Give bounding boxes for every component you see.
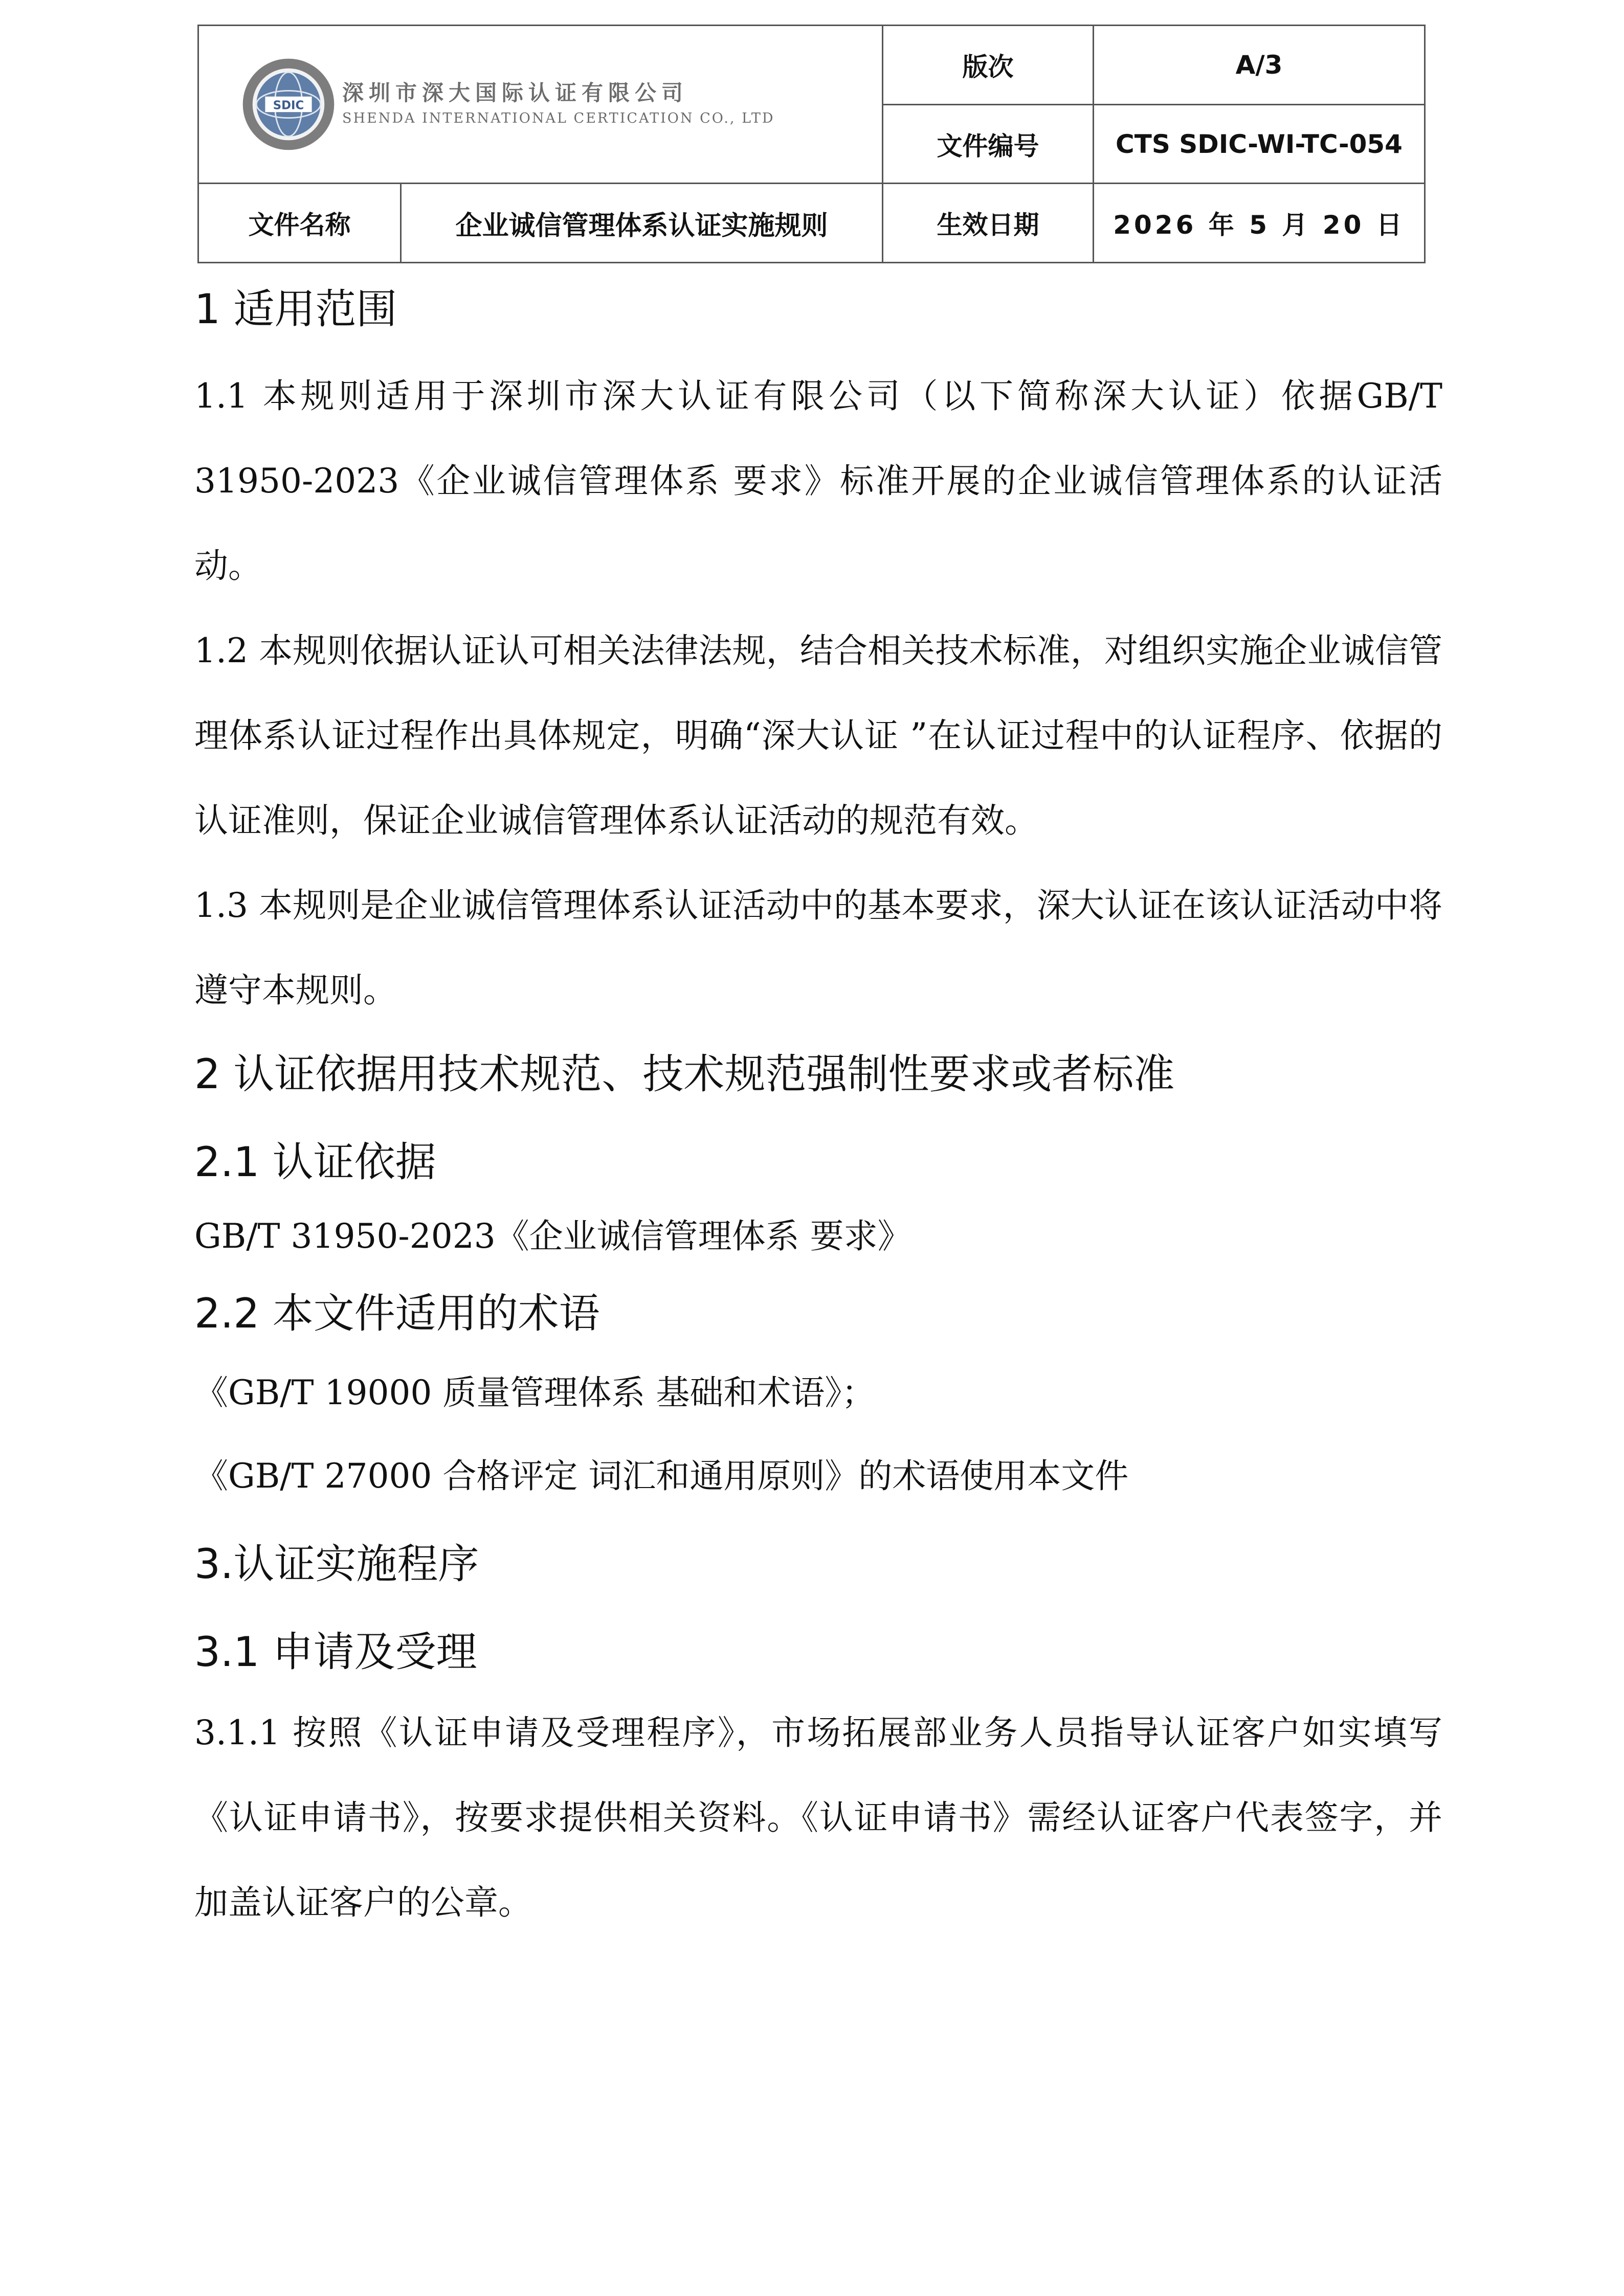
company-name-en: SHENDA INTERNATIONAL CERTICATION CO., LTD — [342, 110, 775, 126]
section-1-heading: 1 适用范围 — [194, 285, 397, 333]
doc-number-value: CTS SDIC-WI-TC-054 — [1094, 105, 1425, 184]
clause-2-2-line-1: 《GB/T 19000 质量管理体系 基础和术语》； — [194, 1373, 876, 1412]
document-body — [194, 271, 1442, 1945]
clause-2-1-text: GB/T 31950-2023《企业诚信管理体系 要求》 — [194, 1217, 911, 1256]
company-name-cn: 深圳市深大国际认证有限公司 — [342, 80, 688, 105]
clause-1-3: 1.3 本规则是企业诚信管理体系认证活动中的基本要求，深大认证在该认证活动中将遵守本规则。 — [194, 886, 1442, 1010]
clause-3-1-1: 3.1.1 按照《认证申请及受理程序》，市场拓展部业务人员指导认证客户如实填写《认证申请书》，按要求提供相关资料。《认证申请书》需经认证客户代表签字，并加盖认证客户的公章。 — [194, 1713, 1442, 1922]
section-3-1-heading: 3.1 申请及受理 — [194, 1628, 477, 1676]
effective-date-value: 2026 年 5 月 20 日 — [1094, 184, 1425, 263]
clause-1-1: 1.1 本规则适用于深圳市深大认证有限公司（以下简称深大认证）依据GB/T 31950-2023《企业诚信管理体系 要求》标准开展的企业诚信管理体系的认证活动。 — [194, 376, 1442, 586]
doc-number-label: 文件编号 — [883, 105, 1094, 184]
company-logo-cell — [198, 26, 883, 184]
clause-1-2: 1.2 本规则依据认证认可相关法律法规，结合相关技术标准，对组织实施企业诚信管理体系认证过程作出具体规定，明确“深大认证 ”在认证过程中的认证程序、依据的认证准则，保证企业诚信管理体系认证活动的规范有效。 — [194, 631, 1442, 840]
section-2-1-heading: 2.1 认证依据 — [194, 1138, 436, 1186]
section-3-heading: 3.认证实施程序 — [194, 1540, 479, 1588]
section-2-heading: 2 认证依据用技术规范、技术规范强制性要求或者标准 — [194, 1050, 1175, 1098]
document-header-table — [197, 25, 1426, 263]
version-value: A/3 — [1094, 26, 1425, 105]
section-2-2-heading: 2.2 本文件适用的术语 — [194, 1290, 600, 1337]
company-seal-logo-icon — [240, 56, 337, 153]
effective-date-label: 生效日期 — [883, 184, 1094, 263]
clause-2-2-line-2: 《GB/T 27000 合格评定 词汇和通用原则》的术语使用本文件 — [194, 1456, 1129, 1496]
doc-name-label: 文件名称 — [198, 184, 401, 263]
doc-name-value: 企业诚信管理体系认证实施规则 — [401, 184, 883, 263]
logo-mark-text: SDIC — [273, 99, 304, 112]
version-label: 版次 — [883, 26, 1094, 105]
